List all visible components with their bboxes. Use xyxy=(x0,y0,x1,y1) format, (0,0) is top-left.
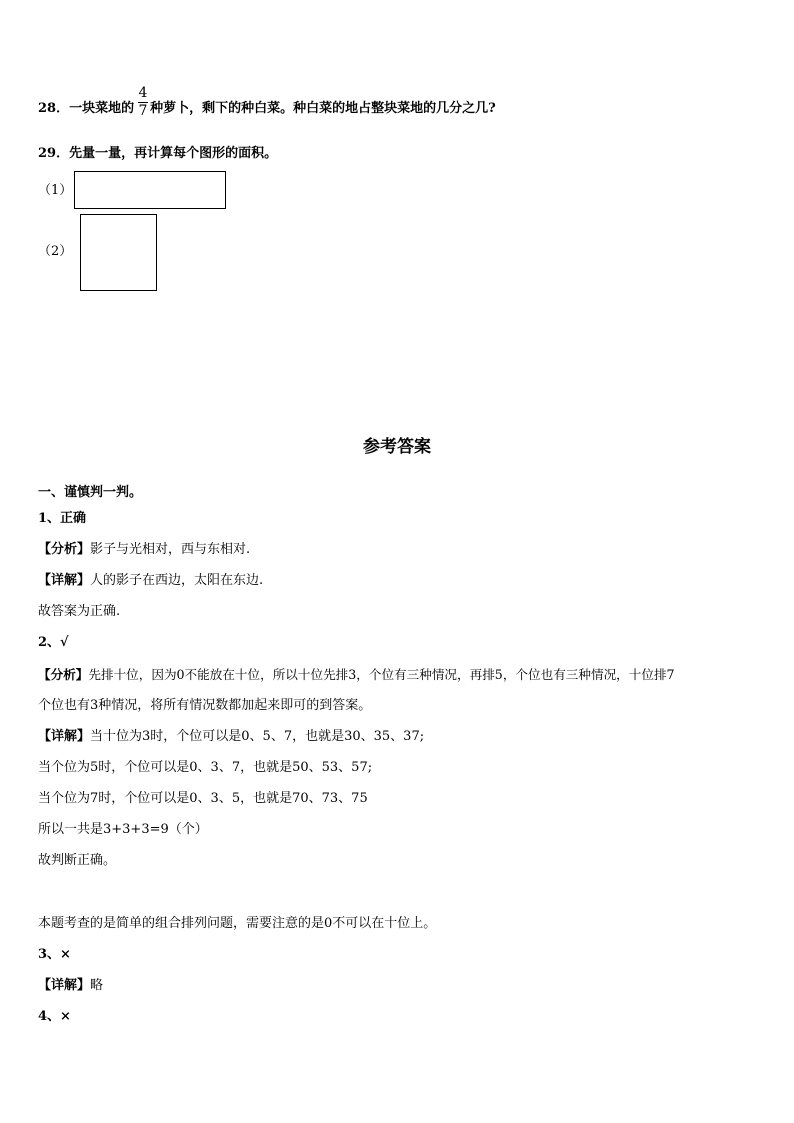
detail-text: 略 xyxy=(90,978,104,993)
answer-1-analysis xyxy=(38,542,250,558)
analysis-text: 先排十位，因为0不能放在十位，所以十位先排3，个位有三种情况，再排5，个位也有三种情况，十位排7 xyxy=(88,667,675,682)
answer-2-analysis-line2: 个位也有3种情况，将所有情况数都加起来即可的到答案。 xyxy=(38,698,372,713)
section-1-heading: 一、谨慎判一判。 xyxy=(38,485,143,500)
answer-2-conclusion: 故判断正确。 xyxy=(38,853,117,868)
answer-3-detail xyxy=(38,978,103,994)
answer-3-head: 3、× xyxy=(38,947,71,962)
answer-2-head: 2、√ xyxy=(38,635,69,650)
detail-text: 人的影子在西边，太阳在东边. xyxy=(90,573,264,588)
answer-2-detail-1 xyxy=(38,729,424,745)
detail-tag: 【详解】 xyxy=(38,573,91,588)
q29-item-2-label: （2） xyxy=(38,244,73,259)
q28-text xyxy=(38,101,496,117)
detail-tag: 【详解】 xyxy=(38,729,91,744)
answer-1-detail xyxy=(38,573,263,589)
answer-1-head: 1、正确 xyxy=(38,511,87,526)
detail-tag: 【详解】 xyxy=(38,978,91,993)
fraction-denominator: 7 xyxy=(138,103,148,119)
answer-1-conclusion: 故答案为正确. xyxy=(38,604,121,619)
q29-item-1-label: （1） xyxy=(38,183,73,198)
q28-text-before: 28．一块菜地的 xyxy=(38,101,135,116)
q28-text-after: 种萝卜，剩下的种白菜。种白菜的地占整块菜地的几分之几? xyxy=(150,101,496,116)
q29-text: 29．先量一量，再计算每个图形的面积。 xyxy=(38,146,278,161)
analysis-tag: 【分析】 xyxy=(38,542,91,557)
fraction-numerator: 4 xyxy=(138,85,148,101)
analysis-text: 影子与光相对，西与东相对. xyxy=(90,542,251,557)
answers-title: 参考答案 xyxy=(363,437,431,457)
answer-2-detail-4: 所以一共是3+3+3=9（个） xyxy=(38,822,208,837)
answer-2-detail-3: 当个位为7时，个位可以是0、3、5，也就是70、73、75 xyxy=(38,791,368,806)
rectangle-shape xyxy=(74,171,226,209)
answer-2-note: 本题考查的是简单的组合排列问题，需要注意的是0不可以在十位上。 xyxy=(38,916,437,931)
analysis-tag: 【分析】 xyxy=(38,667,89,682)
detail-text: 当十位为3时，个位可以是0、5、7，也就是30、35、37; xyxy=(90,729,425,744)
answer-4-head: 4、× xyxy=(38,1009,71,1024)
square-shape xyxy=(80,214,157,291)
q28-fraction xyxy=(138,86,148,119)
answer-2-analysis-line1 xyxy=(38,667,675,683)
answer-2-detail-2: 当个位为5时，个位可以是0、3、7，也就是50、53、57; xyxy=(38,760,373,775)
